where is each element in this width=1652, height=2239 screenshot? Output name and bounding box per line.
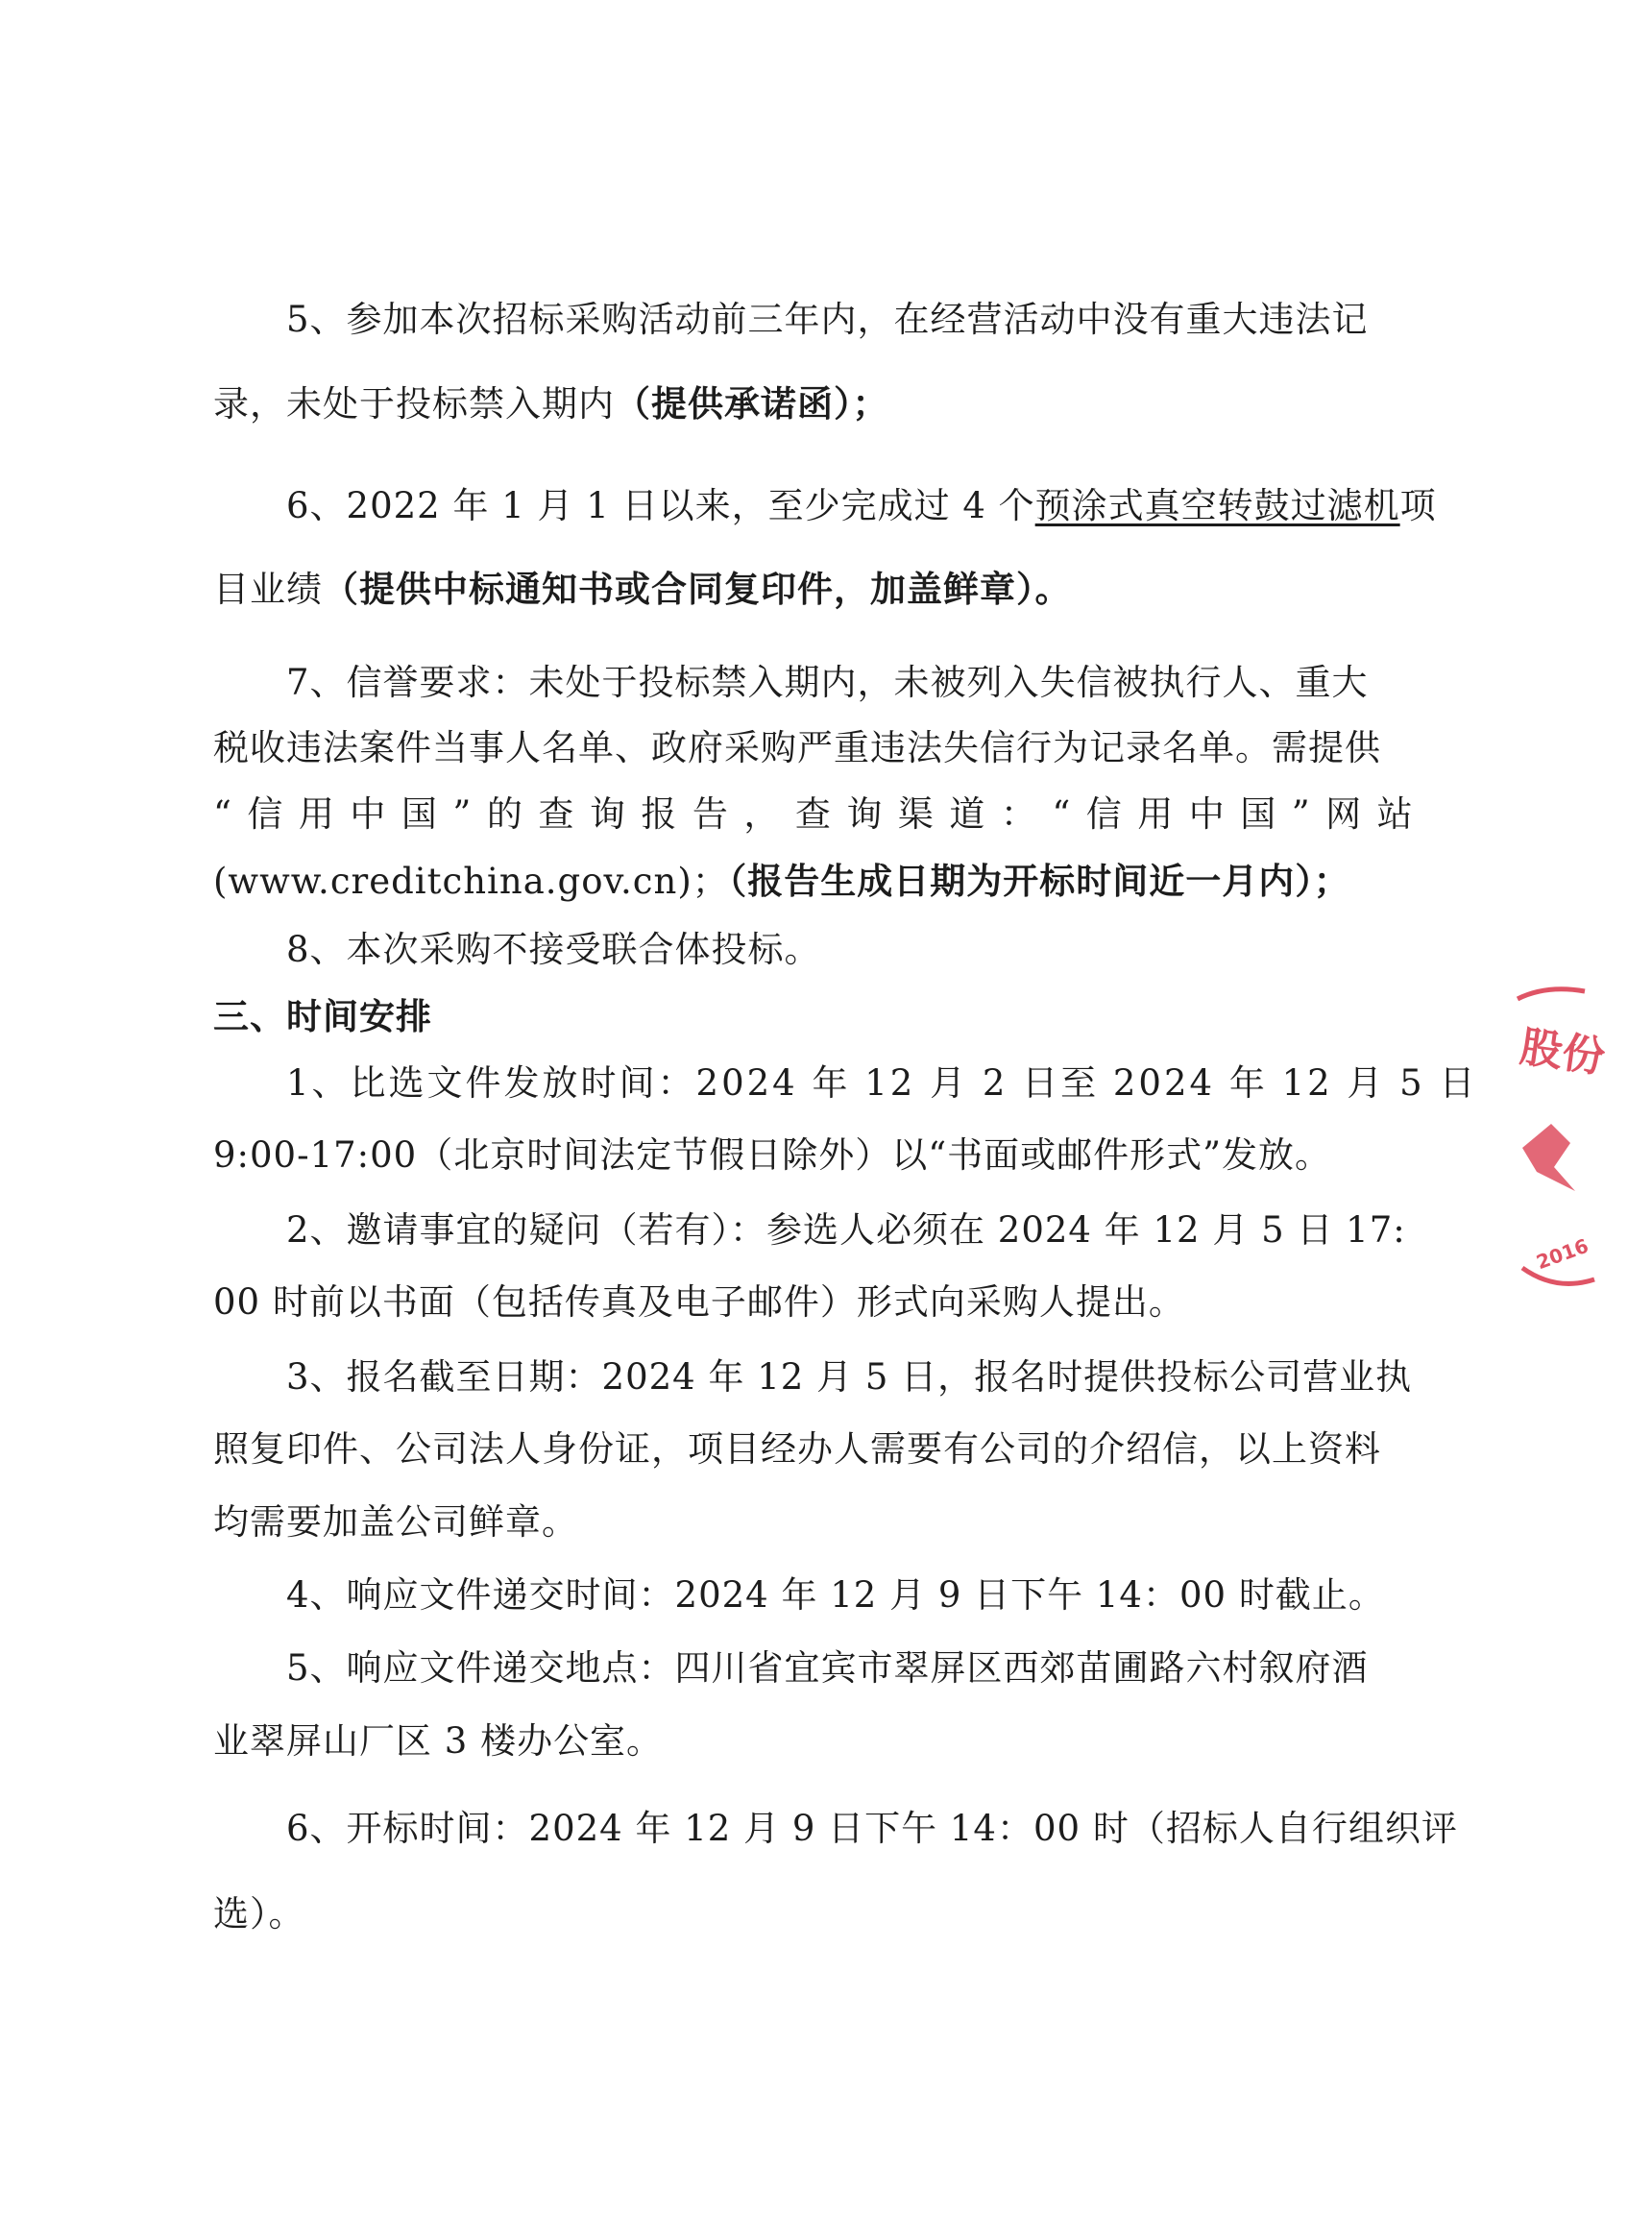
requirement-7-line-2: 税收违法案件当事人名单、政府采购严重违法失信行为记录名单。需提供 [213, 727, 1381, 768]
requirement-6-text-a: 6、2022 年 1 月 1 日以来，至少完成过 4 个 [286, 485, 1035, 526]
requirement-7-line-1: 7、信誉要求：未处于投标禁入期内，未被列入失信被执行人、重大 [286, 662, 1369, 703]
requirement-6-line-2 [213, 560, 1072, 612]
requirement-6-note: （提供中标通知书或合同复印件，加盖鲜章）。 [323, 569, 1072, 610]
section-3-heading: 三、时间安排 [213, 996, 432, 1037]
requirement-6-equipment-name: 预涂式真空转鼓过滤机 [1034, 485, 1400, 526]
requirement-6-text-b: 项 [1399, 485, 1437, 526]
time-item-2-line-2: 00 时前以书面（包括传真及电子邮件）形式向采购人提出。 [213, 1281, 1185, 1323]
seal-star [1522, 1124, 1575, 1191]
requirement-5-line-1: 5、参加本次招标采购活动前三年内，在经营活动中没有重大违法记 [286, 299, 1369, 340]
requirement-5-text: 录，未处于投标禁入期内 [213, 383, 615, 425]
seal-text-bottom: 2016 [1533, 1233, 1591, 1275]
time-item-2-line-1: 2、邀请事宜的疑问（若有）：参选人必须在 2024 年 12 月 5 日 17: [286, 1209, 1406, 1251]
requirement-5-note: （提供承诺函）； [615, 383, 889, 425]
company-seal-stamp [1479, 980, 1652, 1306]
time-item-1-line-2: 9:00-17:00（北京时间法定节假日除外）以“书面或邮件形式”发放。 [213, 1134, 1332, 1176]
requirement-7-note: （报告生成日期为开标时间近一月内）； [728, 861, 1350, 902]
credit-china-url: (www.creditchina.gov.cn)； [213, 861, 729, 902]
seal-arc-bottom [1522, 1268, 1594, 1283]
seal-text-top: 股份 [1517, 1022, 1608, 1083]
requirement-7-line-3: “信用中国”的查询报告，查询渠道：“信用中国”网站 [213, 793, 1429, 835]
time-item-6-line-1: 6、开标时间：2024 年 12 月 9 日下午 14：00 时（招标人自行组织评 [286, 1808, 1458, 1849]
time-item-6-line-2: 选）。 [213, 1893, 305, 1935]
requirement-7-line-4 [213, 852, 1350, 904]
time-item-1-line-1: 1、比选文件发放时间：2024 年 12 月 2 日至 2024 年 12 月 5 日 [286, 1062, 1478, 1104]
seal-arc-top [1518, 989, 1585, 999]
time-item-5-line-2: 业翠屏山厂区 3 楼办公室。 [213, 1720, 664, 1762]
requirement-6-line-1 [286, 476, 1437, 528]
requirement-8: 8、本次采购不接受联合体投标。 [286, 929, 821, 970]
time-item-5-line-1: 5、响应文件递交地点：四川省宜宾市翠屏区西郊苗圃路六村叙府酒 [286, 1647, 1369, 1689]
time-item-3-line-1: 3、报名截至日期：2024 年 12 月 5 日，报名时提供投标公司营业执 [286, 1356, 1413, 1398]
time-item-3-line-3: 均需要加盖公司鲜章。 [213, 1501, 578, 1543]
requirement-6-text-c: 目业绩 [213, 569, 323, 610]
time-item-4: 4、响应文件递交时间：2024 年 12 月 9 日下午 14：00 时截止。 [286, 1574, 1385, 1616]
requirement-5-line-2 [213, 375, 889, 426]
time-item-3-line-2: 照复印件、公司法人身份证，项目经办人需要有公司的介绍信，以上资料 [213, 1428, 1381, 1470]
